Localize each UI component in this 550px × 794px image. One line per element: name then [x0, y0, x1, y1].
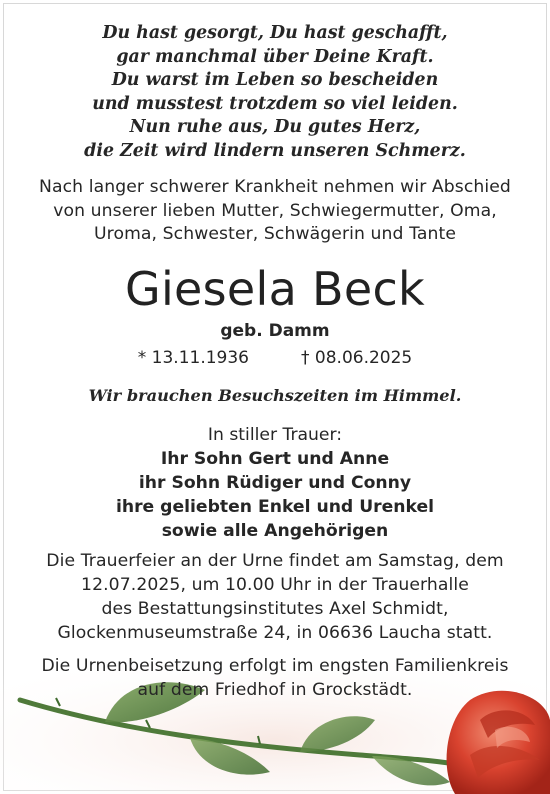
funeral-line: Glockenmuseumstraße 24, in 06636 Laucha statt.: [57, 623, 493, 643]
intro-line: von unserer lieben Mutter, Schwiegermutter, Oma,: [53, 200, 497, 221]
poem-line: Du hast gesorgt, Du hast geschafft,: [102, 23, 448, 43]
memorial-quote: Wir brauchen Besuchszeiten im Himmel.: [88, 386, 462, 405]
urn-line: auf dem Friedhof in Grockstädt.: [137, 680, 413, 700]
mourner-line: sowie alle Angehörigen: [161, 521, 389, 541]
memorial-poem: [0, 22, 550, 163]
funeral-details: [0, 549, 550, 645]
life-dates: [0, 347, 550, 369]
poem-line: und musstest trotzdem so viel leiden.: [92, 93, 458, 114]
deceased-name: Giesela Beck: [125, 262, 425, 316]
maiden-name: geb. Damm: [220, 321, 330, 341]
funeral-line: Die Trauerfeier an der Urne findet am Samstag, dem: [46, 551, 504, 571]
intro-line: Nach langer schwerer Krankheit nehmen wir Abschied: [39, 177, 511, 197]
urn-burial-details: [0, 654, 550, 702]
mourners-block: [0, 423, 550, 543]
mourners-heading: In stiller Trauer:: [207, 425, 343, 445]
birth-date: * 13.11.1936: [137, 348, 249, 368]
intro-line: Uroma, Schwester, Schwägerin und Tante: [93, 224, 456, 244]
poem-line: gar manchmal über Deine Kraft.: [116, 46, 434, 67]
death-date: † 08.06.2025: [301, 348, 413, 368]
poem-line: die Zeit wird lindern unseren Schmerz.: [84, 140, 466, 161]
farewell-intro: [0, 176, 550, 247]
mourner-line: Ihr Sohn Gert und Anne: [160, 449, 390, 469]
funeral-line: 12.07.2025, um 10.00 Uhr in der Trauerhalle: [81, 575, 469, 595]
urn-line: Die Urnenbeisetzung erfolgt im engsten Familienkreis: [41, 656, 509, 676]
mourner-line: ihr Sohn Rüdiger und Conny: [138, 473, 412, 493]
poem-line: Nun ruhe aus, Du gutes Herz,: [129, 117, 421, 137]
poem-line: Du warst im Leben so bescheiden: [111, 70, 439, 90]
mourner-line: ihre geliebten Enkel und Urenkel: [115, 497, 435, 517]
funeral-line: des Bestattungsinstitutes Axel Schmidt,: [101, 599, 449, 619]
